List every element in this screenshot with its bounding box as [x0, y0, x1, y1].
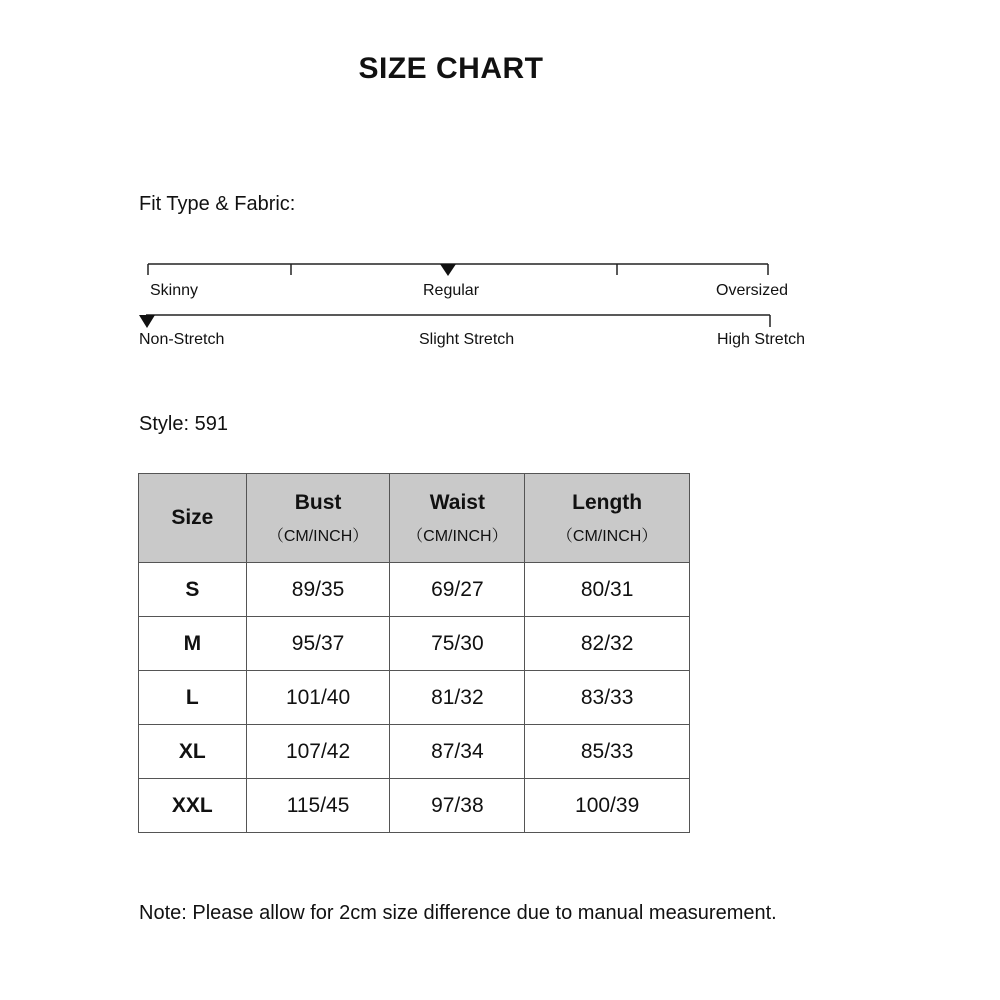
fit-selected-marker-icon [440, 264, 456, 276]
header-length-unit: （CM/INCH） [556, 527, 658, 545]
bust-cell: 89/35 [246, 563, 390, 617]
length-cell: 83/33 [525, 671, 690, 725]
length-cell: 80/31 [525, 563, 690, 617]
header-size [139, 474, 247, 563]
table-header-row [139, 474, 690, 563]
waist-cell: 69/27 [390, 563, 525, 617]
bust-cell: 115/45 [246, 779, 390, 833]
size-table [138, 473, 690, 833]
header-waist-unit: （CM/INCH） [407, 527, 508, 545]
header-bust-unit: （CM/INCH） [267, 527, 369, 545]
header-length-label: Length [572, 490, 643, 514]
waist-cell: 75/30 [390, 617, 525, 671]
bust-cell: 101/40 [246, 671, 390, 725]
waist-cell: 97/38 [390, 779, 525, 833]
style-number: Style: 591 [139, 413, 228, 435]
header-size-label: Size [171, 506, 214, 529]
size-cell: S [139, 563, 247, 617]
bust-cell: 107/42 [246, 725, 390, 779]
length-cell: 85/33 [525, 725, 690, 779]
length-cell: 82/32 [525, 617, 690, 671]
fit-option-regular: Regular [423, 282, 480, 299]
size-cell: M [139, 617, 247, 671]
fit-option-oversized: Oversized [716, 282, 789, 299]
waist-cell: 81/32 [390, 671, 525, 725]
header-length [525, 474, 690, 563]
header-waist-label: Waist [429, 490, 485, 514]
table-row [139, 563, 690, 617]
header-waist [390, 474, 525, 563]
size-cell: XL [139, 725, 247, 779]
stretch-option-slight-stretch: Slight Stretch [419, 331, 515, 348]
header-bust-label: Bust [294, 490, 342, 514]
waist-cell: 87/34 [390, 725, 525, 779]
bust-cell: 95/37 [246, 617, 390, 671]
table-row [139, 671, 690, 725]
size-cell: XXL [139, 779, 247, 833]
header-bust [246, 474, 390, 563]
stretch-selected-marker-icon [139, 315, 155, 328]
table-row [139, 779, 690, 833]
page-title: SIZE CHART [358, 52, 544, 85]
table-row [139, 617, 690, 671]
table-row [139, 725, 690, 779]
stretch-option-non-stretch: Non-Stretch [139, 331, 225, 348]
fit-option-skinny: Skinny [150, 282, 199, 299]
stretch-option-high-stretch: High Stretch [717, 331, 806, 348]
length-cell: 100/39 [525, 779, 690, 833]
fit-type-fabric-label: Fit Type & Fabric: [139, 193, 296, 215]
size-cell: L [139, 671, 247, 725]
measurement-note: Note: Please allow for 2cm size difference due to manual measurement. [139, 902, 777, 924]
